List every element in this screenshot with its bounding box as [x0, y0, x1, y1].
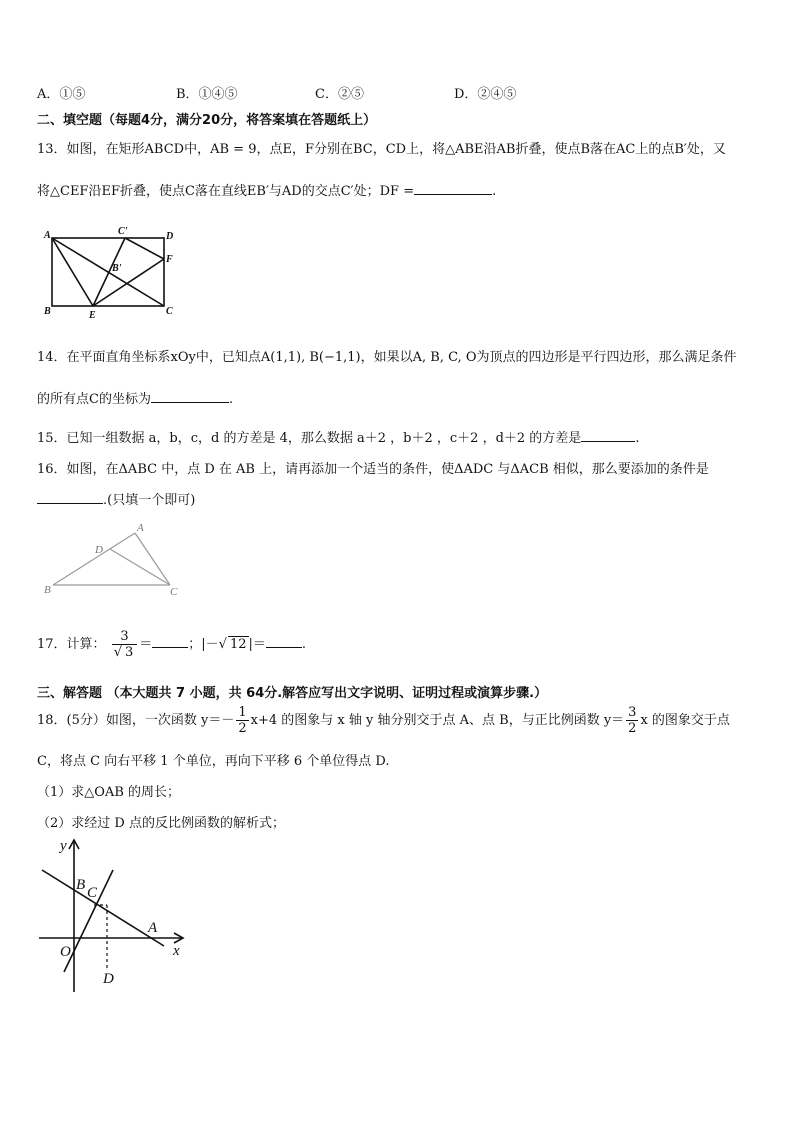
answer-blank — [152, 635, 188, 648]
option-b: B．①④⑤ — [176, 87, 238, 102]
answer-blank — [37, 491, 103, 504]
label-d: D — [95, 544, 103, 556]
q18-line1: 18．(5分）如图，一次函数 y＝－ $\frac{1}{2}$ x+4 的图象与 x 轴 y 轴分别交于点 A、点 B，与正比例函数 y＝ $\frac{3}{2}$ x 的图象交于点 — [37, 705, 730, 736]
q13-line2: 将△CEF沿EF折叠，使点C落在直线EB′与AD的交点C′处；DF = . — [37, 184, 497, 199]
label-e: E — [89, 310, 96, 321]
label-c: C — [170, 586, 178, 598]
label-a: A — [44, 230, 51, 241]
label-b-prime: B' — [112, 263, 122, 274]
q18-part1: （1）求△OAB 的周长； — [37, 785, 181, 800]
label-x: x — [173, 943, 180, 959]
label-a: A — [137, 522, 144, 534]
q14-line1: 14．在平面直角坐标系xOy中，已知点A(1,1), B(−1,1)，如果以A, B, C, O为顶点的四边形是平行四边形，那么满足条件 — [37, 350, 737, 365]
answer-blank — [414, 182, 492, 195]
label-y: y — [60, 838, 67, 854]
answer-blank — [581, 429, 635, 442]
section2-header: 二、填空题（每题4分，满分20分，将答案填在答题纸上） — [37, 113, 377, 128]
q13-rectangle-figure — [38, 222, 188, 322]
label-a: A — [148, 920, 158, 936]
q16-line1: 16．如图，在ΔABC 中，点 D 在 AB 上，请再添加一个适当的条件，使ΔADC 与ΔACB 相似，那么要添加的条件是 — [37, 462, 709, 477]
q17-line: 17．计算： $\frac{3}{√ 3}$ ＝ ；|－√ 12 |＝ . — [37, 629, 307, 660]
answer-blank — [266, 635, 302, 648]
label-c: C — [87, 885, 98, 901]
option-a: A．①⑤ — [37, 87, 86, 102]
label-f: F — [166, 254, 173, 265]
q14-line2: 的所有点C的坐标为 . — [37, 392, 234, 407]
label-d: D — [103, 971, 114, 987]
label-b: B — [76, 877, 86, 893]
option-d: D．②④⑤ — [454, 87, 517, 102]
q13-line1: 13．如图，在矩形ABCD中，AB = 9，点E，F分别在BC，CD上，将△ABE沿AB折叠，使点B落在AC上的点B′处，又 — [37, 142, 726, 157]
q16-line2: .(只填一个即可) — [37, 489, 195, 508]
q18-coordinate-figure — [34, 832, 194, 1000]
label-c: C — [166, 306, 173, 317]
q15-line: 15．已知一组数据 a，b，c，d 的方差是 4，那么数据 a＋2 ，b＋2 ，c＋2 ，d＋2 的方差是 . — [37, 431, 640, 446]
label-b: B — [44, 306, 51, 317]
label-c-prime: C' — [118, 226, 128, 237]
fraction: $\frac{3}{2}$ — [628, 705, 637, 736]
label-o: O — [60, 944, 71, 960]
label-d: D — [166, 231, 174, 242]
fraction: $\frac{1}{2}$ — [238, 705, 247, 736]
q18-part2: （2）求经过 D 点的反比例函数的解析式； — [37, 816, 285, 831]
answer-blank — [151, 390, 229, 403]
q16-triangle-figure — [40, 518, 190, 603]
fraction: $\frac{3}{√ 3}$ — [112, 629, 138, 660]
section3-header: 三、解答题 （本大题共 7 小题，共 64分.解答应写出文字说明、证明过程或演算步骤.） — [37, 686, 548, 701]
label-b: B — [44, 584, 51, 596]
option-c: C．②⑤ — [315, 87, 364, 102]
q18-line2: C，将点 C 向右平移 1 个单位，再向下平移 6 个单位得点 D. — [37, 754, 390, 769]
